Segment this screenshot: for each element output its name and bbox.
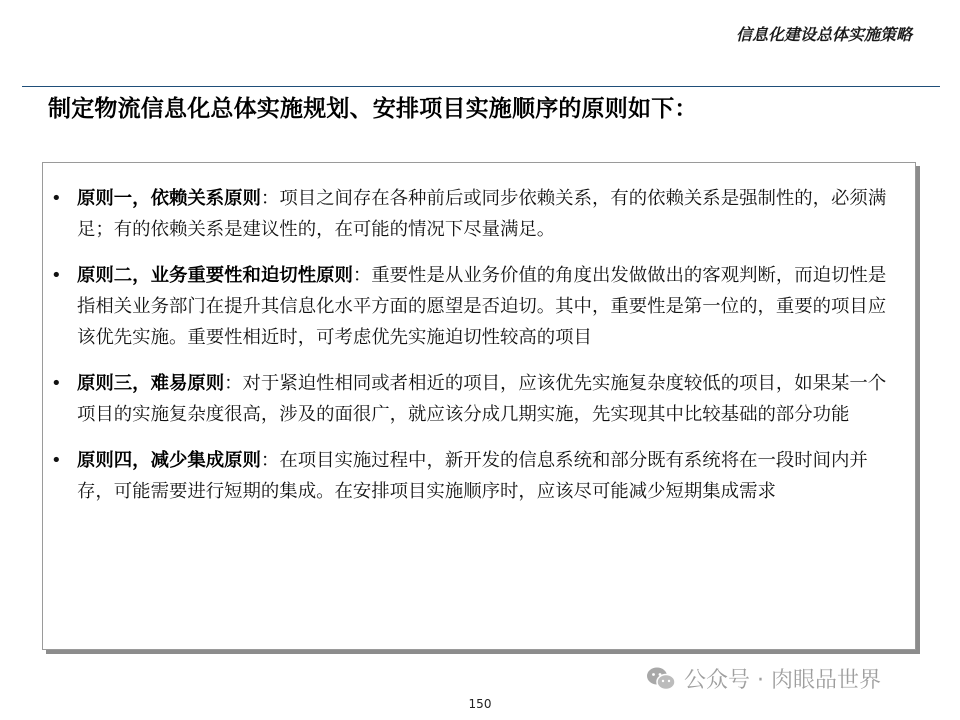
principles-box — [42, 162, 916, 650]
principle-text: ：重要性是从业务价值的角度出发做做出的客观判断，而迫切性是指相关业务部门在提升其信息化水平方面的愿望是否迫切。其中，重要性是第一位的，重要的项目应该优先实施。重要性相近时，可考虑优先实施迫切性较高的项目 — [77, 265, 887, 348]
principle-name: 原则四，减少集成原则 — [77, 450, 261, 471]
principle-name: 原则一，依赖关系原则 — [77, 188, 261, 209]
principle-item-1 — [51, 183, 895, 245]
principle-item-3 — [51, 368, 895, 430]
header-divider — [22, 86, 940, 87]
watermark — [646, 663, 881, 694]
principles-list — [51, 183, 895, 507]
principle-name: 原则三，难易原则 — [77, 373, 225, 394]
principle-name: 原则二，业务重要性和迫切性原则 — [77, 265, 353, 286]
page-number: 150 — [468, 697, 492, 711]
principle-item-4 — [51, 445, 895, 507]
bullet-icon: • — [51, 373, 62, 394]
bullet-icon: • — [51, 450, 62, 471]
slide-title: 制定物流信息化总体实施规划、安排项目实施顺序的原则如下： — [48, 96, 698, 122]
principle-text: ：项目之间存在各种前后或同步依赖关系，有的依赖关系是强制性的，必须满足；有的依赖关系是建议性的，在可能的情况下尽量满足。 — [77, 188, 887, 240]
bullet-icon: • — [51, 188, 62, 209]
principle-text: ：在项目实施过程中，新开发的信息系统和部分既有系统将在一段时间内并存，可能需要进行短期的集成。在安排项目实施顺序时，应该尽可能减少短期集成需求 — [77, 450, 868, 502]
principle-text: ：对于紧迫性相同或者相近的项目，应该优先实施复杂度较低的项目，如果某一个项目的实施复杂度很高，涉及的面很广，就应该分成几期实施，先实现其中比较基础的部分功能 — [77, 373, 887, 425]
wechat-icon — [646, 666, 676, 692]
header-title: 信息化建设总体实施策略 — [735, 25, 912, 44]
principle-item-2 — [51, 260, 895, 353]
bullet-icon: • — [51, 265, 62, 286]
watermark-text: 公众号 · 肉眼品世界 — [684, 668, 881, 693]
